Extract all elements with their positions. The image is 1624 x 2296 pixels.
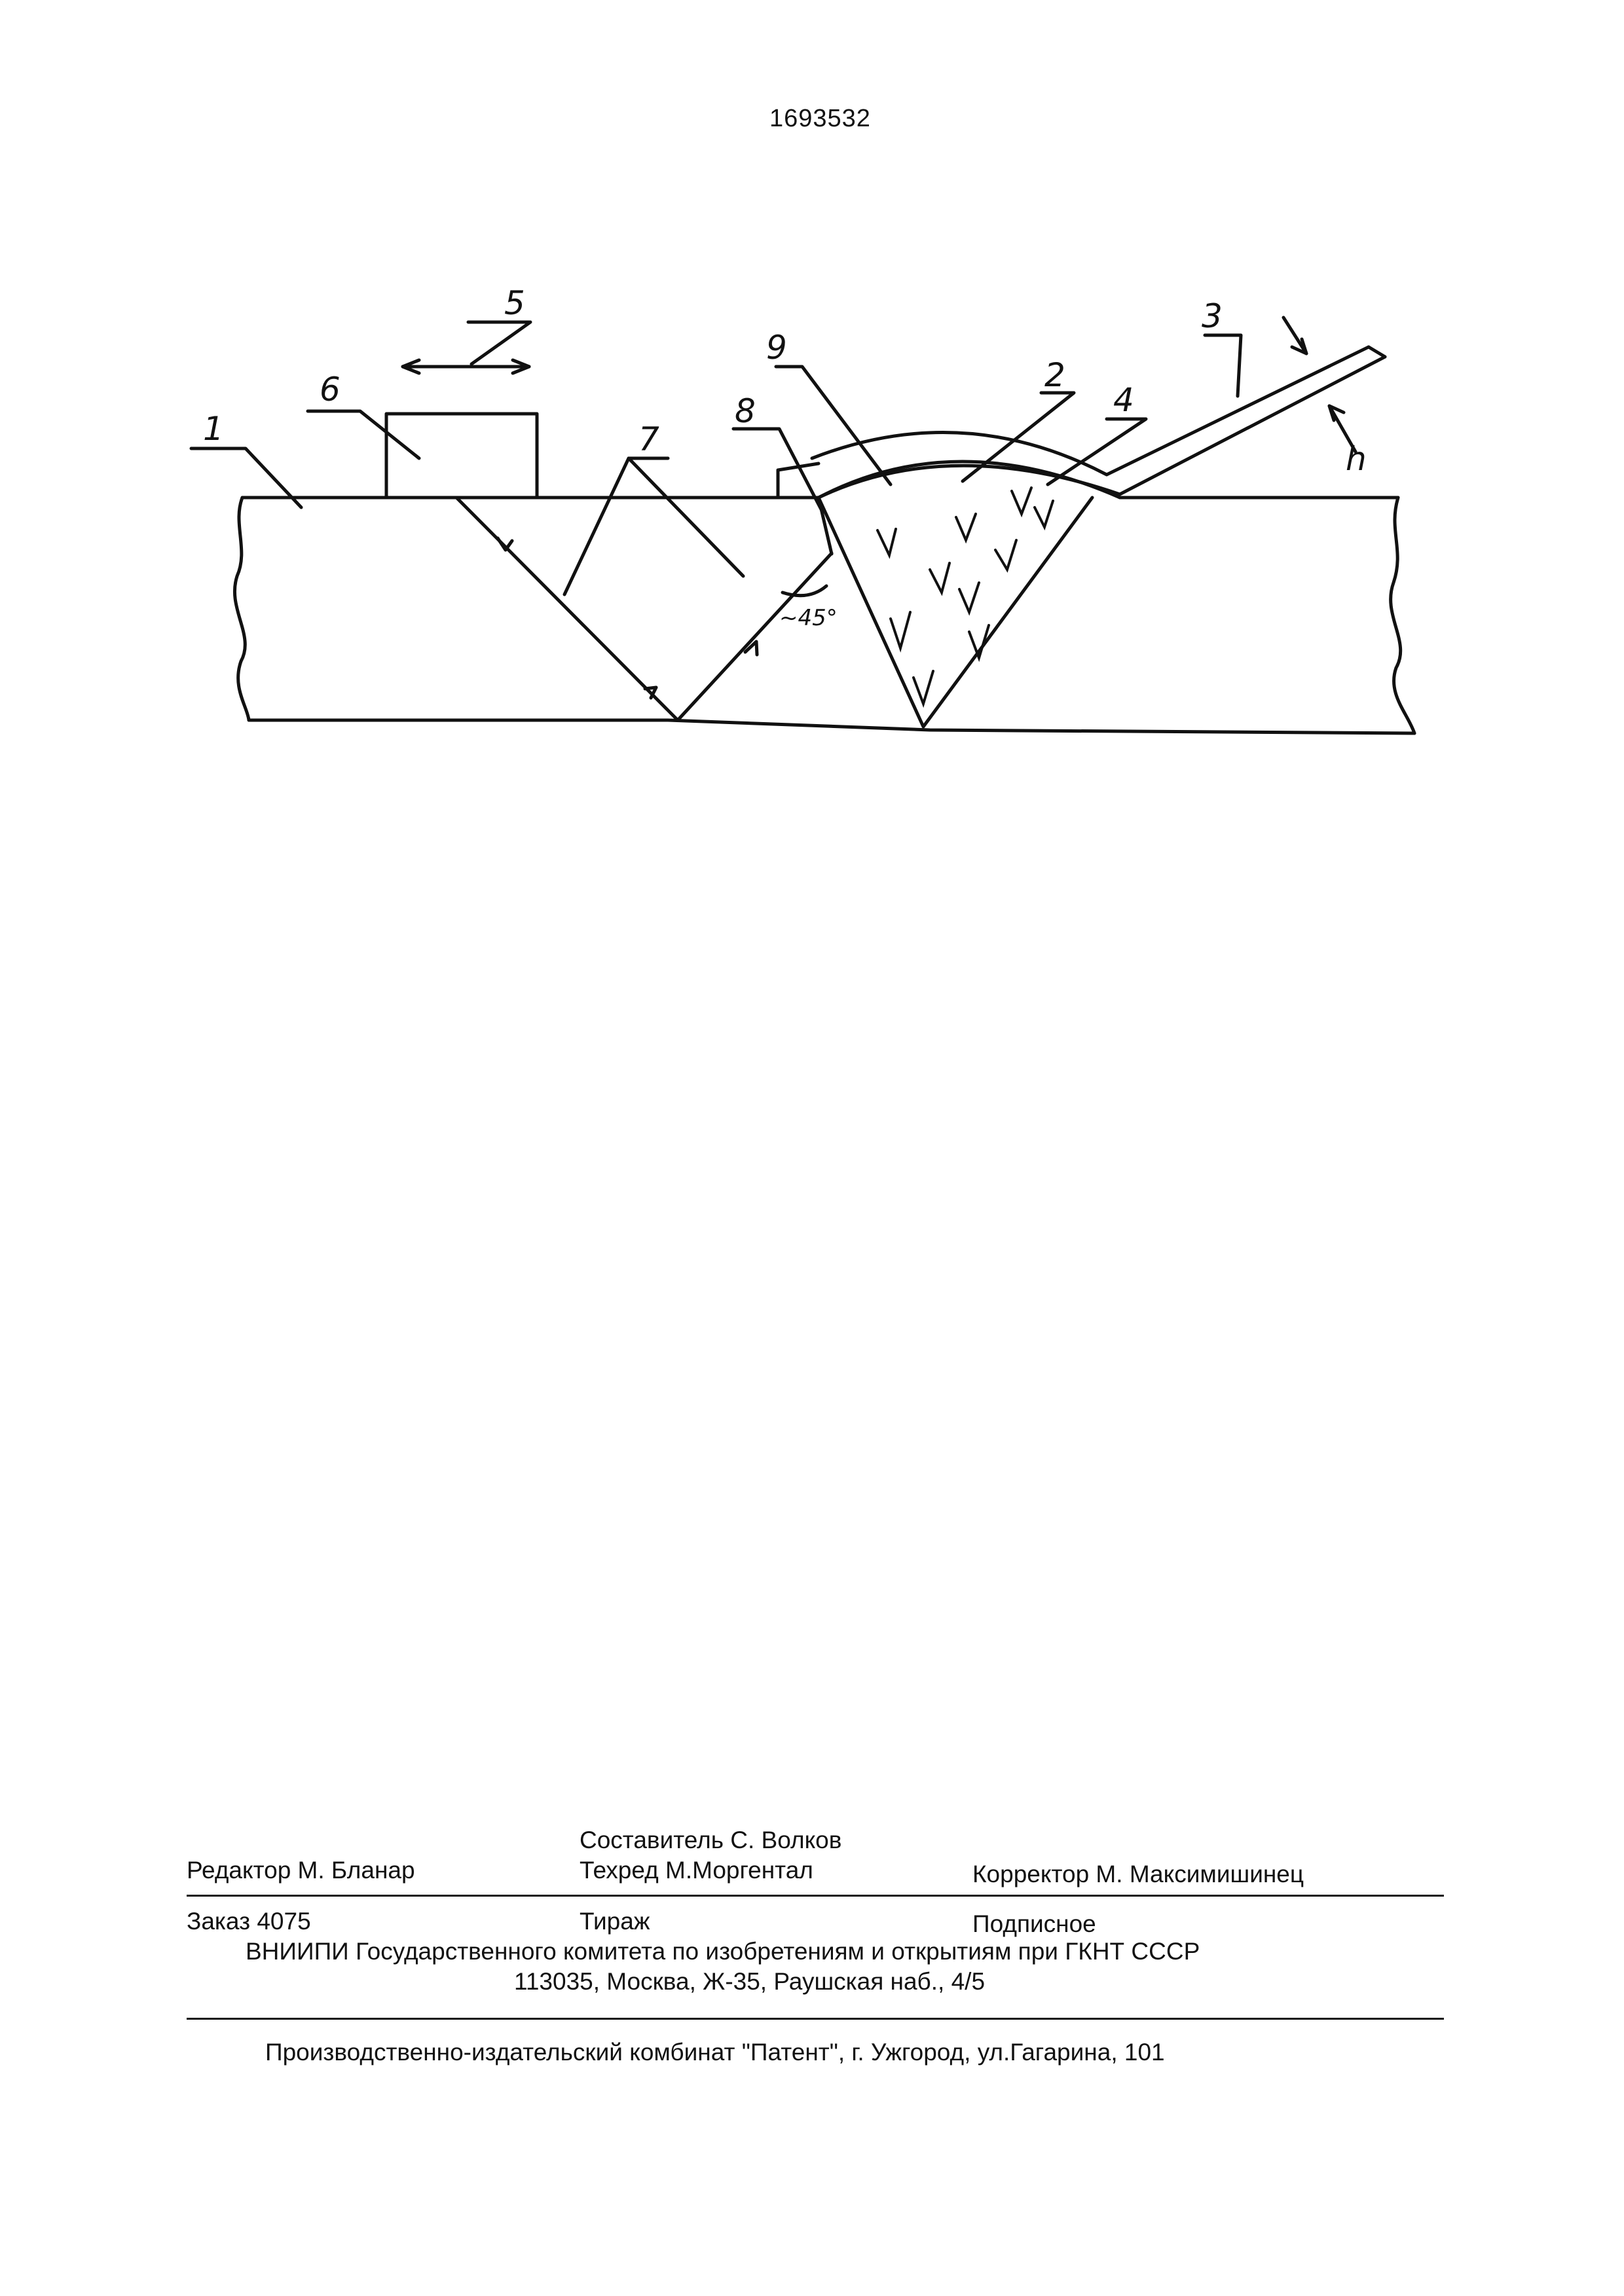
page-number: 1693532 [769,105,871,132]
divider-top [187,1895,1444,1897]
transducer-6 [386,414,537,498]
angle-arc [783,586,826,596]
label-angle: ~45° [779,605,838,631]
label-6: 6 [320,371,341,409]
ultrasonic-beam [456,498,832,720]
figure-drawing [0,0,1624,786]
label-7: 7 [638,420,659,458]
label-9: 9 [766,329,787,367]
weld-inspection-figure [0,0,1624,786]
plate-left-edge [234,498,249,720]
plant: Производственно-издательский комбинат "Патент", г. Ужгород, ул.Гагарина, 101 [265,2039,1165,2066]
compiler: Составитель С. Волков [580,1827,842,1853]
label-2: 2 [1044,356,1065,394]
cover-strip-inner [819,357,1385,498]
leader-7a [564,458,668,594]
leader-7b [629,458,743,576]
label-h: h [1346,440,1367,478]
techred: Техред М.Моргентал [580,1857,813,1884]
subscription: Подписное [972,1910,1096,1937]
editor: Редактор М. Бланар [187,1857,415,1884]
plate-bottom [249,720,1414,733]
label-3: 3 [1202,297,1223,335]
org: ВНИИПИ Государственного комитета по изобретениям и открытиям при ГКНТ СССР [246,1938,1200,1965]
leader-6 [308,411,419,458]
leader-5 [468,322,530,364]
weld-seam [819,498,1092,727]
corrector: Корректор М. Максимишинец [972,1861,1304,1887]
label-8: 8 [735,392,756,430]
leader-4 [1048,419,1146,484]
label-1: 1 [203,410,224,448]
divider-bottom [187,2018,1444,2020]
address: 113035, Москва, Ж-35, Раушская наб., 4/5 [514,1968,986,1995]
leader-3 [1205,335,1241,396]
label-5: 5 [504,284,525,322]
plate-right-edge [1391,498,1414,733]
order: Заказ 4075 [187,1908,311,1935]
label-4: 4 [1113,381,1134,419]
circulation: Тираж [580,1908,650,1935]
